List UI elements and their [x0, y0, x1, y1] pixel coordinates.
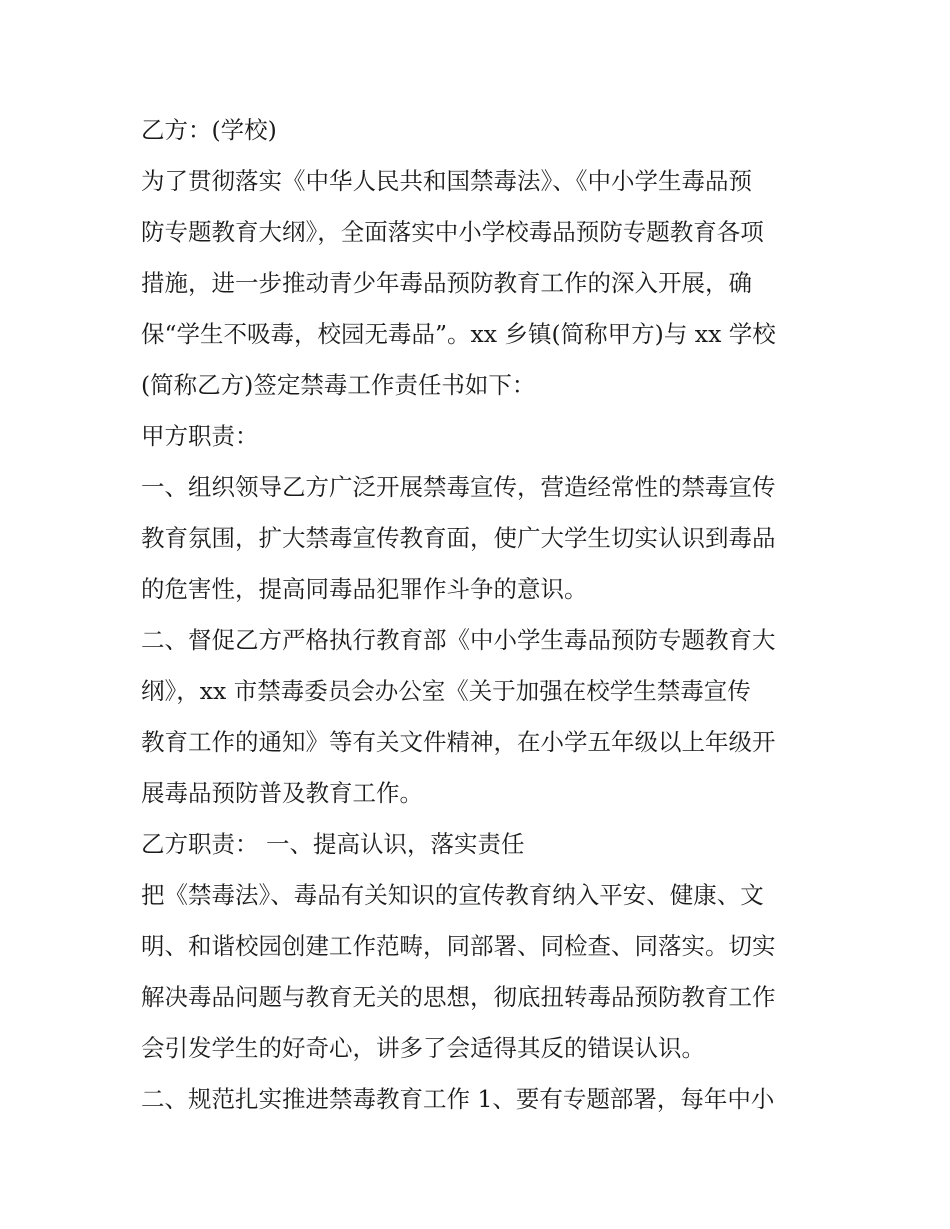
text-line: (简称乙方)签定禁毒工作责任书如下： [141, 371, 536, 399]
text-line: 措施，进一步推动青少年毒品预防教育工作的深入开展，确 [141, 269, 752, 297]
text-line: 为了贯彻落实《中华人民共和国禁毒法》、《中小学生毒品预 [141, 167, 752, 195]
text-line: 解决毒品问题与教育无关的思想，彻底扭转毒品预防教育工作 [141, 983, 776, 1011]
section-heading: 甲方职责： [141, 422, 259, 450]
text-line: 一、组织领导乙方广泛开展禁毒宣传，营造经常性的禁毒宣传 [141, 473, 776, 501]
text-line: 把《禁毒法》、毒品有关知识的宣传教育纳入平安、健康、文 [141, 881, 764, 909]
text-line: 二、规范扎实推进禁毒教育工作 1、要有专题部署，每年中小 [141, 1085, 775, 1113]
text-line: 保“学生不吸毒，校园无毒品”。xx 乡镇(简称甲方)与 xx 学校 [141, 320, 776, 348]
text-line: 会引发学生的好奇心，讲多了会适得其反的错误认识。 [141, 1034, 705, 1062]
text-line: 乙方：(学校) [141, 116, 277, 144]
section-heading: 乙方职责： 一、提高认识，落实责任 [141, 830, 525, 858]
text-line: 明、和谐校园创建工作范畴，同部署、同检查、同落实。切实 [141, 932, 776, 960]
text-line: 教育氛围，扩大禁毒宣传教育面，使广大学生切实认识到毒品 [141, 524, 776, 552]
text-line: 防专题教育大纲》，全面落实中小学校毒品预防专题教育各项 [141, 218, 764, 246]
text-line: 展毒品预防普及教育工作。 [141, 779, 423, 807]
text-line: 二、督促乙方严格执行教育部《中小学生毒品预防专题教育大 [141, 626, 776, 654]
text-line: 纲》，xx 市禁毒委员会办公室《关于加强在校学生禁毒宣传 [141, 677, 751, 705]
text-line: 教育工作的通知》等有关文件精神，在小学五年级以上年级开 [141, 728, 776, 756]
text-line: 的危害性，提高同毒品犯罪作斗争的意识。 [141, 575, 588, 603]
